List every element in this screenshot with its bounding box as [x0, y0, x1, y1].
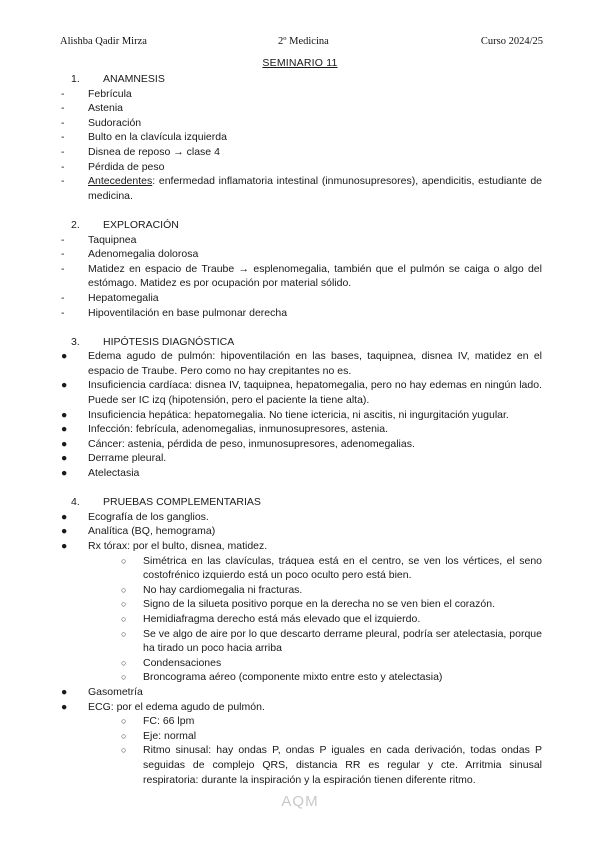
list-item: - Astenia — [61, 102, 124, 115]
section-title: HIPÓTESIS DIAGNÓSTICA — [103, 335, 235, 348]
bullet-icon: ● — [61, 540, 68, 552]
section-number: 3. — [71, 335, 80, 348]
list-item-antecedentes — [60, 174, 542, 203]
section-title: EXPLORACIÓN — [103, 218, 179, 231]
list-item: ● Cáncer: astenia, pérdida de peso, inmunosupresores, adenomegalias. — [61, 437, 415, 450]
list-item: - Sudoración — [61, 116, 142, 129]
antecedentes-label: Antecedentes — [88, 175, 153, 188]
circle-icon: ○ — [121, 657, 127, 668]
section-hipotesis — [60, 335, 542, 481]
list-item: ● Rx tórax: por el bulto, disnea, matidez. — [61, 540, 268, 552]
list-item: ● Atelectasia — [61, 467, 140, 480]
bullet-icon: ● — [61, 510, 68, 523]
list-item: - Taquipnea — [61, 233, 137, 246]
bullet-icon: ● — [61, 408, 68, 421]
sublist-item: ○ No hay cardiomegalia ni fracturas. — [121, 583, 303, 596]
list-item: - Bulto en la clavícula izquierda — [61, 131, 227, 144]
watermark: AQM — [281, 793, 319, 810]
list-item: - Matidez en espacio de Traube → esplenomegalia, también que el pulmón se caiga o algo del estómago. Matidez es por ocupación por material sólido. — [61, 262, 542, 290]
section-pruebas — [60, 495, 542, 787]
bullet-icon: ● — [61, 525, 68, 538]
sublist-item: ○ Hemidiafragma derecho está más elevado que el izquierdo. — [121, 612, 421, 625]
bullet-icon: ● — [61, 437, 68, 450]
sublist-item: ○ Simétrica en las clavículas, tráquea está en el centro, se ven los vértices, el seno costofrénico izquierdo está un poco oculto pero está bien. — [121, 554, 542, 582]
header-year: Curso 2024/25 — [480, 36, 543, 47]
circle-icon: ○ — [121, 628, 127, 639]
dash-marker: - — [61, 131, 65, 144]
section-heading — [60, 335, 542, 350]
sublist-item: ○ Signo de la silueta positivo porque en la derecha no se ven bien el corazón. — [121, 598, 495, 611]
circle-icon: ○ — [121, 613, 127, 624]
circle-icon: ○ — [121, 730, 127, 741]
dash-marker: - — [61, 116, 65, 129]
bullet-icon: ● — [61, 350, 68, 363]
circle-icon: ○ — [121, 672, 127, 683]
list-item: - Hepatomegalia — [61, 291, 159, 304]
section-exploracion — [60, 218, 542, 320]
list-item: ● Derrame pleural. — [61, 452, 167, 465]
list-item: - Pérdida de peso — [61, 160, 165, 173]
section-number: 2. — [71, 218, 80, 231]
sublist-item: ○ Condensaciones — [121, 656, 222, 669]
document-title: SEMINARIO 11 — [262, 57, 338, 69]
sublist-item: ○ FC: 66 lpm — [121, 715, 195, 728]
list-item: - Hipoventilación en base pulmonar derecha — [61, 306, 288, 319]
section-heading — [60, 72, 542, 87]
section-number: 4. — [71, 496, 80, 509]
list-item: ● Insuficiencia cardíaca: disnea IV, taquipnea, hepatomegalia, pero no hay edemas en ningún lado. Puede ser IC izq (hipotensión, pero el paciente la tiene alta). — [61, 379, 542, 407]
list-item: ● Infección: febrícula, adenomegalias, inmunosupresores, astenia. — [61, 423, 389, 436]
section-title: PRUEBAS COMPLEMENTARIAS — [103, 496, 261, 509]
dash-marker: - — [61, 102, 65, 115]
circle-icon: ○ — [121, 584, 127, 595]
bullet-icon: ● — [61, 467, 68, 480]
header-course: 2º Medicina — [278, 36, 329, 47]
bullet-icon: ● — [61, 685, 68, 698]
sublist-item: ○ Ritmo sinusal: hay ondas P, ondas P iguales en cada derivación, todas ondas P seguidas de complejo QRS, distancia RR es regular y cte. Arritmia sinusal respiratoria: durante la inspiración y la espiración tienen diferente ritmo. — [121, 744, 542, 786]
dash-marker: - — [61, 248, 65, 261]
list-item: - Adenomegalia dolorosa — [61, 248, 199, 261]
section-heading — [60, 495, 542, 510]
header-author: Alishba Qadir Mirza — [60, 36, 147, 47]
dash-marker: - — [61, 87, 65, 100]
bullet-icon: ● — [61, 452, 68, 465]
list-item: ● Ecografía de los ganglios. — [61, 510, 209, 523]
circle-icon: ○ — [121, 555, 127, 566]
section-heading — [60, 218, 542, 233]
list-item: ● Analítica (BQ, hemograma) — [61, 525, 216, 538]
bullet-icon: ● — [61, 700, 68, 713]
list-item: ● Gasometría — [61, 685, 143, 698]
list-item: - Disnea de reposo → clase 4 — [61, 145, 220, 158]
bullet-icon: ● — [61, 423, 68, 436]
list-item: ● Edema agudo de pulmón: hipoventilación en las bases, taquipnea, disnea IV, matidez en el espacio de Traube. Pero como no hay crepitantes no es. — [61, 350, 542, 377]
dash-marker: - — [61, 233, 65, 246]
list-item: - Febrícula — [61, 87, 132, 100]
section-anamnesis — [60, 72, 542, 203]
dash-marker: - — [61, 175, 65, 188]
bullet-icon: ● — [61, 379, 68, 392]
circle-icon: ○ — [121, 716, 127, 727]
dash-marker: - — [61, 145, 65, 158]
document-body — [60, 72, 542, 802]
dash-marker: - — [61, 262, 65, 275]
antecedentes-text: : enfermedad inflamatoria intestinal (inmunosupresores), apendicitis, estudiante de medicina. — [88, 175, 542, 202]
sublist-item: ○ Se ve algo de aire por lo que descarto derrame pleural, podría ser atelectasia, porque ha tirado un poco hacia arriba — [121, 627, 542, 655]
section-title: ANAMNESIS — [103, 73, 165, 85]
dash-marker: - — [61, 306, 65, 319]
dash-marker: - — [61, 160, 65, 173]
circle-icon: ○ — [121, 745, 127, 756]
list-item: ● ECG: por el edema agudo de pulmón. — [61, 700, 265, 713]
sublist-item: ○ Eje: normal — [121, 729, 197, 742]
section-number: 1. — [71, 73, 80, 85]
circle-icon: ○ — [121, 599, 127, 610]
sublist-item: ○ Broncograma aéreo (componente mixto entre esto y atelectasia) — [121, 671, 443, 684]
dash-marker: - — [61, 291, 65, 304]
list-item: ● Insuficiencia hepática: hepatomegalia. No tiene ictericia, ni ascitis, ni ingurgitación yugular. — [61, 408, 509, 421]
